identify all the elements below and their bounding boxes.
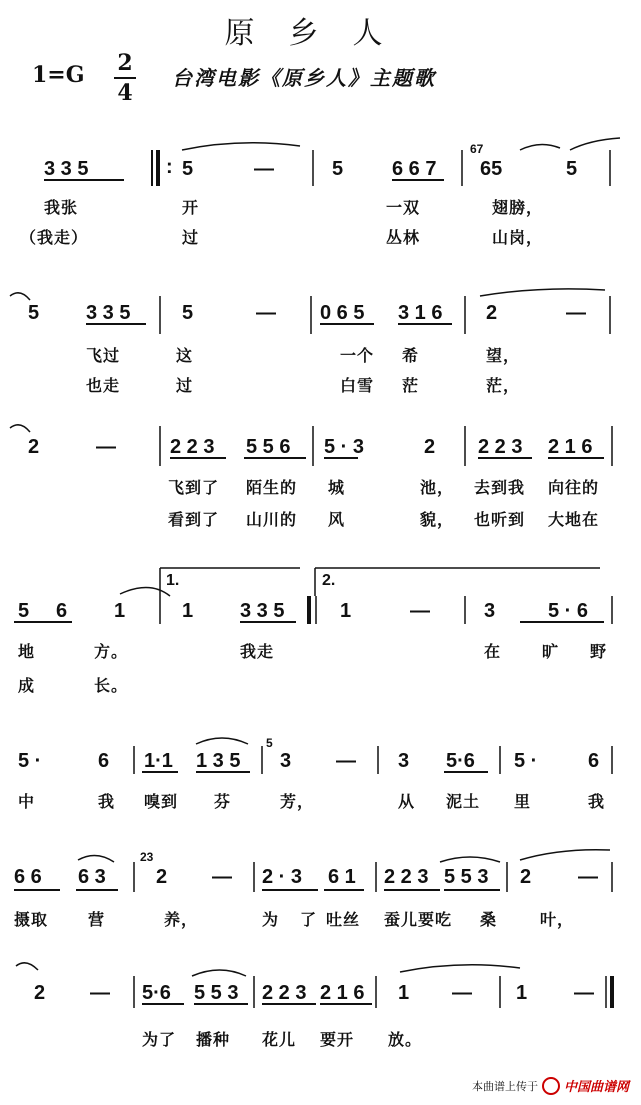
lyric: 营	[88, 910, 106, 929]
note: 2	[28, 436, 40, 458]
lyric: 过	[176, 376, 194, 395]
lyric: 桑	[480, 910, 498, 929]
note-dash: —	[254, 158, 274, 180]
note: 3	[398, 750, 410, 772]
lyric: 放。	[388, 1030, 423, 1049]
note: 2	[156, 866, 168, 888]
note: 1	[114, 600, 126, 622]
footer-credit	[472, 1076, 629, 1095]
lyric: 叶，	[540, 910, 575, 929]
note: 5	[182, 158, 194, 180]
lyric: 望，	[486, 346, 521, 365]
lyric: 芳，	[280, 792, 315, 811]
lyric: 一个	[340, 346, 375, 365]
lyric: 嗅到	[144, 792, 179, 811]
note: 5	[182, 302, 194, 324]
note-group: 3 3 5	[44, 158, 89, 180]
lyric: 花儿	[262, 1030, 297, 1049]
site-name[interactable]: 中国曲谱网	[563, 1080, 629, 1095]
lyric: 为	[262, 910, 280, 929]
note-group: 5·6	[142, 982, 171, 1004]
note-group: 6 3	[78, 866, 106, 888]
note-group: 5 5 3	[194, 982, 239, 1004]
lyric: 茫	[402, 376, 420, 395]
volta-2: 2.	[322, 572, 336, 589]
lyric: 开	[182, 198, 200, 217]
grace-notes: 67	[470, 142, 484, 156]
note-group: 3 3 5	[240, 600, 285, 622]
lyric: 泥土	[446, 792, 481, 811]
note-group: 5 · 6	[548, 600, 589, 622]
note: 5	[28, 302, 40, 324]
lyric: 池，	[420, 478, 455, 497]
lyric: 丛林	[386, 228, 421, 247]
lyric: 我	[98, 792, 116, 811]
note: 1	[398, 982, 410, 1004]
lyric: 山川的	[246, 510, 298, 529]
lyric: 大地在	[548, 510, 600, 529]
lyric: 风	[328, 510, 346, 529]
note-group: 0 6 5	[320, 302, 365, 324]
note-dash: —	[96, 436, 116, 458]
key-signature: 1=G	[32, 62, 85, 88]
lyric: 中	[18, 792, 36, 811]
lyric: 这	[176, 346, 194, 365]
note-dash: —	[256, 302, 276, 324]
note-dash: —	[410, 600, 430, 622]
lyric: 蚕儿要吃	[384, 910, 453, 929]
lyric: 为了	[142, 1030, 177, 1049]
note-group: 6 6	[14, 866, 42, 888]
note-group: 1·1	[144, 750, 173, 772]
lyric: 在	[484, 642, 502, 661]
repeat-sign: :	[166, 156, 173, 178]
lyric: 播种	[196, 1030, 231, 1049]
lyric: 养，	[164, 910, 199, 929]
note-dash: —	[452, 982, 472, 1004]
lyric: 方。	[94, 642, 129, 661]
lyric: 地	[18, 642, 36, 661]
note: 2	[424, 436, 436, 458]
grace-note: 5	[266, 736, 273, 750]
note-group: 2 · 3	[262, 866, 303, 888]
lyric: 飞到了	[168, 478, 220, 497]
note-group: 6 1	[328, 866, 356, 888]
note-group: 5 5 6	[246, 436, 291, 458]
note-group: 2 2 3	[384, 866, 429, 888]
note: 5 ·	[18, 750, 42, 772]
note-group: 2 2 3	[478, 436, 523, 458]
note: 5	[566, 158, 578, 180]
note: 2	[520, 866, 532, 888]
note-group: 2 2 3	[262, 982, 307, 1004]
note-group: 3 3 5	[86, 302, 131, 324]
note-group: 5·6	[446, 750, 475, 772]
site-logo-icon	[542, 1077, 560, 1095]
lyric: 从	[398, 792, 416, 811]
note-group: 1 3 5	[196, 750, 241, 772]
note-dash: —	[90, 982, 110, 1004]
lyric: 向往的	[548, 478, 600, 497]
meter-bottom: 4	[117, 80, 133, 106]
lyric: 我	[588, 792, 606, 811]
lyric: 旷	[542, 642, 560, 661]
song-title: 原乡人	[224, 16, 417, 51]
note: 5	[332, 158, 344, 180]
note-group: 2 2 3	[170, 436, 215, 458]
note: 6	[98, 750, 110, 772]
song-subtitle: 台湾电影《原乡人》主题歌	[172, 66, 436, 90]
lyric: 芬	[214, 792, 232, 811]
note: 1	[516, 982, 528, 1004]
upload-text: 本曲谱上传于	[471, 1079, 538, 1093]
lyric: 长。	[94, 676, 129, 695]
note-group: 2 1 6	[548, 436, 593, 458]
lyric: 里	[514, 792, 532, 811]
note-group: 5 · 3	[324, 436, 365, 458]
note: 3	[280, 750, 292, 772]
lyric: 要开	[320, 1030, 355, 1049]
note: 2	[34, 982, 46, 1004]
note: 1	[340, 600, 352, 622]
note: 6	[588, 750, 600, 772]
note-group: 6 6 7	[392, 158, 437, 180]
lyric: 了	[300, 910, 318, 929]
note: 3	[484, 600, 496, 622]
lyric: 去到我	[474, 478, 526, 497]
note: 2	[486, 302, 498, 324]
note-group: 65	[480, 158, 503, 180]
lyric: 山岗，	[492, 228, 544, 247]
meter-top: 2	[117, 50, 133, 76]
lyric: 白雪	[340, 376, 375, 395]
note: 1	[182, 600, 194, 622]
lyric: 貌，	[420, 510, 455, 529]
lyric: 一双	[386, 198, 421, 217]
lyric: 我走	[240, 642, 275, 661]
lyric: 希	[402, 346, 420, 365]
note: 5	[18, 600, 30, 622]
note-group: 3 1 6	[398, 302, 443, 324]
lyric: （我走）	[20, 228, 89, 247]
lyric: 也走	[86, 376, 121, 395]
note-dash: —	[566, 302, 586, 324]
note-group: 2 1 6	[320, 982, 365, 1004]
lyric: 过	[182, 228, 200, 247]
note: 6	[56, 600, 68, 622]
lyric: 吐丝	[326, 910, 361, 929]
lyric: 看到了	[168, 510, 220, 529]
lyric: 翅膀，	[492, 198, 544, 217]
lyric: 我张	[44, 198, 79, 217]
lyric: 成	[18, 676, 36, 695]
lyric: 茫，	[486, 376, 521, 395]
note: 5 ·	[514, 750, 538, 772]
grace-notes: 23	[140, 850, 154, 864]
volta-1: 1.	[166, 572, 180, 589]
lyric: 陌生的	[246, 478, 298, 497]
lyric: 摄取	[14, 910, 49, 929]
lyric: 飞过	[86, 346, 121, 365]
lyric: 也听到	[474, 510, 526, 529]
note-dash: —	[574, 982, 594, 1004]
note-dash: —	[336, 750, 356, 772]
lyric: 野	[590, 642, 608, 661]
note-dash: —	[578, 866, 598, 888]
note-group: 5 5 3	[444, 866, 489, 888]
note-dash: —	[212, 866, 232, 888]
lyric: 城	[328, 478, 346, 497]
